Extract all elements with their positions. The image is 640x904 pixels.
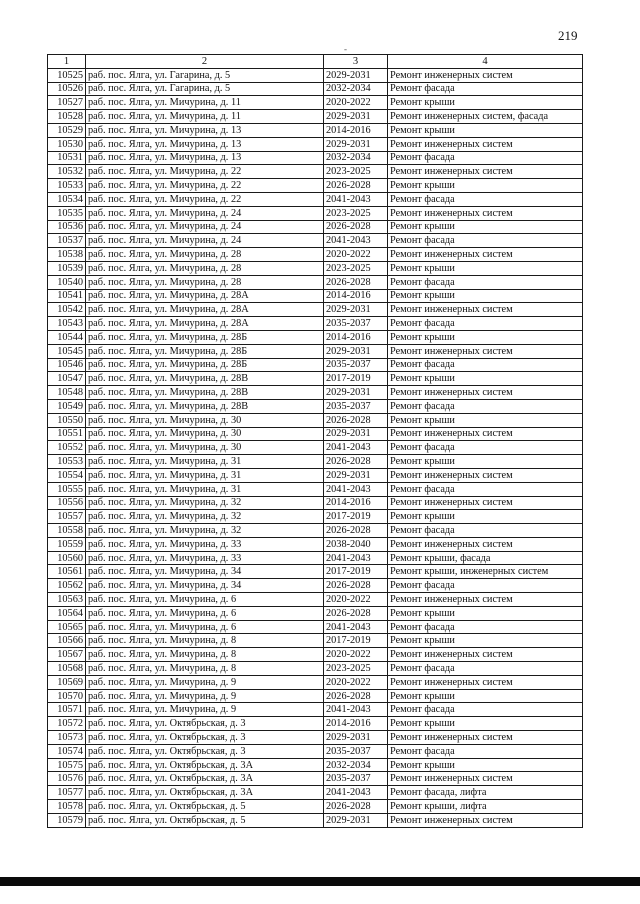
address-cell: раб. пос. Ялга, ул. Мичурина, д. 24: [86, 220, 324, 234]
address-cell: раб. пос. Ялга, ул. Мичурина, д. 31: [86, 482, 324, 496]
work-type-cell: Ремонт фасада: [388, 441, 583, 455]
table-row: [48, 634, 583, 648]
address-cell: раб. пос. Ялга, ул. Мичурина, д. 8: [86, 648, 324, 662]
period-cell: 2035-2037: [324, 744, 388, 758]
period-cell: 2026-2028: [324, 689, 388, 703]
period-cell: 2035-2037: [324, 317, 388, 331]
period-cell: 2014-2016: [324, 330, 388, 344]
row-number-cell: 10567: [48, 648, 86, 662]
row-number-cell: 10568: [48, 662, 86, 676]
work-type-cell: Ремонт фасада, лифта: [388, 786, 583, 800]
row-number-cell: 10575: [48, 758, 86, 772]
work-type-cell: Ремонт инженерных систем: [388, 813, 583, 827]
address-cell: раб. пос. Ялга, ул. Мичурина, д. 6: [86, 620, 324, 634]
table-row: [48, 606, 583, 620]
row-number-cell: 10561: [48, 565, 86, 579]
row-number-cell: 10552: [48, 441, 86, 455]
address-cell: раб. пос. Ялга, ул. Мичурина, д. 32: [86, 510, 324, 524]
table-row: [48, 620, 583, 634]
table-row: [48, 689, 583, 703]
table-row: [48, 399, 583, 413]
work-type-cell: Ремонт фасада: [388, 399, 583, 413]
row-number-cell: 10550: [48, 413, 86, 427]
table-row: [48, 675, 583, 689]
row-number-cell: 10564: [48, 606, 86, 620]
table-body: [48, 68, 583, 827]
work-type-cell: Ремонт инженерных систем: [388, 537, 583, 551]
period-cell: 2041-2043: [324, 441, 388, 455]
work-type-cell: Ремонт фасада: [388, 620, 583, 634]
work-type-cell: Ремонт фасада: [388, 579, 583, 593]
address-cell: раб. пос. Ялга, ул. Мичурина, д. 33: [86, 537, 324, 551]
table-row: [48, 524, 583, 538]
repair-schedule-table: [47, 54, 583, 828]
period-cell: 2029-2031: [324, 427, 388, 441]
table-row: [48, 179, 583, 193]
table-row: [48, 593, 583, 607]
period-cell: 2020-2022: [324, 648, 388, 662]
period-cell: 2035-2037: [324, 772, 388, 786]
table-row: [48, 137, 583, 151]
address-cell: раб. пос. Ялга, ул. Октябрьская, д. 3: [86, 744, 324, 758]
header-col-1: 1: [48, 55, 86, 69]
row-number-cell: 10546: [48, 358, 86, 372]
work-type-cell: Ремонт инженерных систем, фасада: [388, 110, 583, 124]
row-number-cell: 10557: [48, 510, 86, 524]
period-cell: 2023-2025: [324, 206, 388, 220]
period-cell: 2041-2043: [324, 703, 388, 717]
table-row: [48, 648, 583, 662]
address-cell: раб. пос. Ялга, ул. Мичурина, д. 28В: [86, 372, 324, 386]
period-cell: 2041-2043: [324, 786, 388, 800]
table-row: [48, 234, 583, 248]
row-number-cell: 10578: [48, 800, 86, 814]
work-type-cell: Ремонт инженерных систем: [388, 593, 583, 607]
table-row: [48, 192, 583, 206]
period-cell: 2026-2028: [324, 579, 388, 593]
work-type-cell: Ремонт инженерных систем: [388, 731, 583, 745]
address-cell: раб. пос. Ялга, ул. Мичурина, д. 28Б: [86, 358, 324, 372]
table-row: [48, 344, 583, 358]
period-cell: 2017-2019: [324, 372, 388, 386]
row-number-cell: 10530: [48, 137, 86, 151]
row-number-cell: 10553: [48, 455, 86, 469]
table-row: [48, 68, 583, 82]
address-cell: раб. пос. Ялга, ул. Мичурина, д. 8: [86, 634, 324, 648]
address-cell: раб. пос. Ялга, ул. Мичурина, д. 28А: [86, 303, 324, 317]
work-type-cell: Ремонт фасада: [388, 524, 583, 538]
period-cell: 2029-2031: [324, 110, 388, 124]
row-number-cell: 10554: [48, 468, 86, 482]
address-cell: раб. пос. Ялга, ул. Мичурина, д. 6: [86, 593, 324, 607]
row-number-cell: 10548: [48, 386, 86, 400]
row-number-cell: 10527: [48, 96, 86, 110]
address-cell: раб. пос. Ялга, ул. Мичурина, д. 28: [86, 261, 324, 275]
address-cell: раб. пос. Ялга, ул. Мичурина, д. 8: [86, 662, 324, 676]
address-cell: раб. пос. Ялга, ул. Мичурина, д. 28А: [86, 289, 324, 303]
header-col-4: 4: [388, 55, 583, 69]
work-type-cell: Ремонт крыши: [388, 510, 583, 524]
header-col-3: 3: [324, 55, 388, 69]
address-cell: раб. пос. Ялга, ул. Мичурина, д. 32: [86, 496, 324, 510]
table-row: [48, 303, 583, 317]
period-cell: 2041-2043: [324, 234, 388, 248]
row-number-cell: 10540: [48, 275, 86, 289]
row-number-cell: 10573: [48, 731, 86, 745]
address-cell: раб. пос. Ялга, ул. Мичурина, д. 11: [86, 110, 324, 124]
period-cell: 2014-2016: [324, 496, 388, 510]
period-cell: 2020-2022: [324, 593, 388, 607]
work-type-cell: Ремонт инженерных систем: [388, 206, 583, 220]
period-cell: 2029-2031: [324, 137, 388, 151]
work-type-cell: Ремонт инженерных систем: [388, 248, 583, 262]
work-type-cell: Ремонт фасада: [388, 358, 583, 372]
address-cell: раб. пос. Ялга, ул. Мичурина, д. 22: [86, 192, 324, 206]
table-row: [48, 123, 583, 137]
period-cell: 2023-2025: [324, 165, 388, 179]
row-number-cell: 10563: [48, 593, 86, 607]
table-row: [48, 110, 583, 124]
address-cell: раб. пос. Ялга, ул. Мичурина, д. 30: [86, 427, 324, 441]
scan-bottom-edge: [0, 877, 640, 886]
work-type-cell: Ремонт крыши, инженерных систем: [388, 565, 583, 579]
work-type-cell: Ремонт крыши, фасада: [388, 551, 583, 565]
period-cell: 2026-2028: [324, 606, 388, 620]
period-cell: 2029-2031: [324, 68, 388, 82]
row-number-cell: 10532: [48, 165, 86, 179]
row-number-cell: 10547: [48, 372, 86, 386]
address-cell: раб. пос. Ялга, ул. Октябрьская, д. 3А: [86, 772, 324, 786]
row-number-cell: 10551: [48, 427, 86, 441]
table-row: [48, 96, 583, 110]
row-number-cell: 10577: [48, 786, 86, 800]
period-cell: 2041-2043: [324, 482, 388, 496]
work-type-cell: Ремонт крыши: [388, 455, 583, 469]
period-cell: 2017-2019: [324, 510, 388, 524]
table-row: [48, 758, 583, 772]
address-cell: раб. пос. Ялга, ул. Мичурина, д. 31: [86, 468, 324, 482]
work-type-cell: Ремонт инженерных систем: [388, 496, 583, 510]
address-cell: раб. пос. Ялга, ул. Октябрьская, д. 3: [86, 717, 324, 731]
work-type-cell: Ремонт крыши: [388, 413, 583, 427]
period-cell: 2029-2031: [324, 468, 388, 482]
table-row: [48, 496, 583, 510]
period-cell: 2041-2043: [324, 192, 388, 206]
address-cell: раб. пос. Ялга, ул. Мичурина, д. 13: [86, 137, 324, 151]
work-type-cell: Ремонт крыши: [388, 289, 583, 303]
period-cell: 2026-2028: [324, 413, 388, 427]
row-number-cell: 10555: [48, 482, 86, 496]
table-row: [48, 510, 583, 524]
row-number-cell: 10569: [48, 675, 86, 689]
header-col-2: 2: [86, 55, 324, 69]
address-cell: раб. пос. Ялга, ул. Мичурина, д. 9: [86, 675, 324, 689]
period-cell: 2026-2028: [324, 220, 388, 234]
table-row: [48, 248, 583, 262]
address-cell: раб. пос. Ялга, ул. Мичурина, д. 11: [86, 96, 324, 110]
address-cell: раб. пос. Ялга, ул. Мичурина, д. 24: [86, 206, 324, 220]
table-row: [48, 717, 583, 731]
address-cell: раб. пос. Ялга, ул. Мичурина, д. 28А: [86, 317, 324, 331]
work-type-cell: Ремонт крыши: [388, 372, 583, 386]
work-type-cell: Ремонт фасада: [388, 151, 583, 165]
period-cell: 2020-2022: [324, 96, 388, 110]
row-number-cell: 10558: [48, 524, 86, 538]
row-number-cell: 10574: [48, 744, 86, 758]
row-number-cell: 10549: [48, 399, 86, 413]
row-number-cell: 10576: [48, 772, 86, 786]
period-cell: 2029-2031: [324, 386, 388, 400]
table-row: [48, 455, 583, 469]
period-cell: 2026-2028: [324, 524, 388, 538]
row-number-cell: 10528: [48, 110, 86, 124]
table-row: [48, 565, 583, 579]
address-cell: раб. пос. Ялга, ул. Мичурина, д. 28В: [86, 399, 324, 413]
work-type-cell: Ремонт фасада: [388, 82, 583, 96]
row-number-cell: 10539: [48, 261, 86, 275]
work-type-cell: Ремонт крыши: [388, 123, 583, 137]
table-row: [48, 372, 583, 386]
row-number-cell: 10559: [48, 537, 86, 551]
address-cell: раб. пос. Ялга, ул. Мичурина, д. 30: [86, 441, 324, 455]
row-number-cell: 10526: [48, 82, 86, 96]
row-number-cell: 10570: [48, 689, 86, 703]
address-cell: раб. пос. Ялга, ул. Мичурина, д. 22: [86, 179, 324, 193]
table-row: [48, 427, 583, 441]
work-type-cell: Ремонт крыши: [388, 220, 583, 234]
address-cell: раб. пос. Ялга, ул. Мичурина, д. 28: [86, 275, 324, 289]
table-row: [48, 330, 583, 344]
work-type-cell: Ремонт фасада: [388, 317, 583, 331]
period-cell: 2035-2037: [324, 358, 388, 372]
work-type-cell: Ремонт инженерных систем: [388, 386, 583, 400]
period-cell: 2029-2031: [324, 731, 388, 745]
address-cell: раб. пос. Ялга, ул. Октябрьская, д. 3А: [86, 786, 324, 800]
work-type-cell: Ремонт фасада: [388, 482, 583, 496]
table-row: [48, 482, 583, 496]
row-number-cell: 10562: [48, 579, 86, 593]
work-type-cell: Ремонт фасада: [388, 275, 583, 289]
row-number-cell: 10538: [48, 248, 86, 262]
address-cell: раб. пос. Ялга, ул. Мичурина, д. 6: [86, 606, 324, 620]
table-row: [48, 165, 583, 179]
row-number-cell: 10566: [48, 634, 86, 648]
row-number-cell: 10565: [48, 620, 86, 634]
table-row: [48, 579, 583, 593]
work-type-cell: Ремонт инженерных систем: [388, 772, 583, 786]
table-row: [48, 206, 583, 220]
table-row: [48, 731, 583, 745]
period-cell: 2026-2028: [324, 275, 388, 289]
address-cell: раб. пос. Ялга, ул. Октябрьская, д. 5: [86, 813, 324, 827]
address-cell: раб. пос. Ялга, ул. Мичурина, д. 28В: [86, 386, 324, 400]
table-row: [48, 800, 583, 814]
period-cell: 2029-2031: [324, 303, 388, 317]
address-cell: раб. пос. Ялга, ул. Мичурина, д. 34: [86, 565, 324, 579]
work-type-cell: Ремонт фасада: [388, 703, 583, 717]
address-cell: раб. пос. Ялга, ул. Октябрьская, д. 3А: [86, 758, 324, 772]
table-row: [48, 289, 583, 303]
scan-mark: -: [344, 44, 347, 54]
work-type-cell: Ремонт крыши: [388, 689, 583, 703]
work-type-cell: Ремонт инженерных систем: [388, 303, 583, 317]
table-row: [48, 537, 583, 551]
period-cell: 2020-2022: [324, 675, 388, 689]
period-cell: 2029-2031: [324, 813, 388, 827]
work-type-cell: Ремонт фасада: [388, 744, 583, 758]
table-row: [48, 662, 583, 676]
work-type-cell: Ремонт крыши: [388, 717, 583, 731]
row-number-cell: 10537: [48, 234, 86, 248]
table-row: [48, 151, 583, 165]
table-row: [48, 317, 583, 331]
table-row: [48, 386, 583, 400]
work-type-cell: Ремонт инженерных систем: [388, 427, 583, 441]
work-type-cell: Ремонт крыши: [388, 96, 583, 110]
period-cell: 2029-2031: [324, 344, 388, 358]
period-cell: 2026-2028: [324, 179, 388, 193]
address-cell: раб. пос. Ялга, ул. Мичурина, д. 9: [86, 703, 324, 717]
period-cell: 2020-2022: [324, 248, 388, 262]
table-row: [48, 220, 583, 234]
table-row: [48, 813, 583, 827]
period-cell: 2014-2016: [324, 123, 388, 137]
row-number-cell: 10535: [48, 206, 86, 220]
period-cell: 2026-2028: [324, 455, 388, 469]
work-type-cell: Ремонт инженерных систем: [388, 344, 583, 358]
address-cell: раб. пос. Ялга, ул. Октябрьская, д. 5: [86, 800, 324, 814]
work-type-cell: Ремонт крыши: [388, 261, 583, 275]
address-cell: раб. пос. Ялга, ул. Мичурина, д. 31: [86, 455, 324, 469]
period-cell: 2023-2025: [324, 662, 388, 676]
work-type-cell: Ремонт инженерных систем: [388, 165, 583, 179]
row-number-cell: 10541: [48, 289, 86, 303]
row-number-cell: 10542: [48, 303, 86, 317]
table-row: [48, 261, 583, 275]
table-row: [48, 786, 583, 800]
work-type-cell: Ремонт крыши: [388, 758, 583, 772]
work-type-cell: Ремонт инженерных систем: [388, 137, 583, 151]
row-number-cell: 10529: [48, 123, 86, 137]
address-cell: раб. пос. Ялга, ул. Гагарина, д. 5: [86, 82, 324, 96]
address-cell: раб. пос. Ялга, ул. Мичурина, д. 28: [86, 248, 324, 262]
row-number-cell: 10533: [48, 179, 86, 193]
table-row: [48, 82, 583, 96]
row-number-cell: 10571: [48, 703, 86, 717]
period-cell: 2017-2019: [324, 634, 388, 648]
address-cell: раб. пос. Ялга, ул. Мичурина, д. 13: [86, 123, 324, 137]
table-row: [48, 468, 583, 482]
row-number-cell: 10572: [48, 717, 86, 731]
row-number-cell: 10534: [48, 192, 86, 206]
address-cell: раб. пос. Ялга, ул. Гагарина, д. 5: [86, 68, 324, 82]
row-number-cell: 10543: [48, 317, 86, 331]
address-cell: раб. пос. Ялга, ул. Мичурина, д. 33: [86, 551, 324, 565]
row-number-cell: 10544: [48, 330, 86, 344]
row-number-cell: 10560: [48, 551, 86, 565]
address-cell: раб. пос. Ялга, ул. Мичурина, д. 28Б: [86, 330, 324, 344]
period-cell: 2041-2043: [324, 620, 388, 634]
period-cell: 2041-2043: [324, 551, 388, 565]
address-cell: раб. пос. Ялга, ул. Октябрьская, д. 3: [86, 731, 324, 745]
page-number: 219: [558, 28, 578, 43]
work-type-cell: Ремонт инженерных систем: [388, 675, 583, 689]
header-row: [48, 55, 583, 69]
work-type-cell: Ремонт фасада: [388, 234, 583, 248]
row-number-cell: 10579: [48, 813, 86, 827]
table-row: [48, 744, 583, 758]
address-cell: раб. пос. Ялга, ул. Мичурина, д. 34: [86, 579, 324, 593]
period-cell: 2038-2040: [324, 537, 388, 551]
work-type-cell: Ремонт крыши, лифта: [388, 800, 583, 814]
period-cell: 2035-2037: [324, 399, 388, 413]
table-row: [48, 772, 583, 786]
work-type-cell: Ремонт фасада: [388, 662, 583, 676]
work-type-cell: Ремонт крыши: [388, 634, 583, 648]
period-cell: 2032-2034: [324, 758, 388, 772]
address-cell: раб. пос. Ялга, ул. Мичурина, д. 13: [86, 151, 324, 165]
row-number-cell: 10556: [48, 496, 86, 510]
table-row: [48, 441, 583, 455]
address-cell: раб. пос. Ялга, ул. Мичурина, д. 9: [86, 689, 324, 703]
table-row: [48, 275, 583, 289]
work-type-cell: Ремонт крыши: [388, 606, 583, 620]
row-number-cell: 10531: [48, 151, 86, 165]
row-number-cell: 10536: [48, 220, 86, 234]
table-row: [48, 703, 583, 717]
table-row: [48, 413, 583, 427]
work-type-cell: Ремонт инженерных систем: [388, 468, 583, 482]
address-cell: раб. пос. Ялга, ул. Мичурина, д. 24: [86, 234, 324, 248]
work-type-cell: Ремонт фасада: [388, 192, 583, 206]
row-number-cell: 10545: [48, 344, 86, 358]
address-cell: раб. пос. Ялга, ул. Мичурина, д. 22: [86, 165, 324, 179]
period-cell: 2014-2016: [324, 289, 388, 303]
work-type-cell: Ремонт крыши: [388, 330, 583, 344]
address-cell: раб. пос. Ялга, ул. Мичурина, д. 28Б: [86, 344, 324, 358]
work-type-cell: Ремонт инженерных систем: [388, 648, 583, 662]
work-type-cell: Ремонт инженерных систем: [388, 68, 583, 82]
period-cell: 2032-2034: [324, 82, 388, 96]
table-row: [48, 358, 583, 372]
row-number-cell: 10525: [48, 68, 86, 82]
period-cell: 2014-2016: [324, 717, 388, 731]
period-cell: 2032-2034: [324, 151, 388, 165]
address-cell: раб. пос. Ялга, ул. Мичурина, д. 30: [86, 413, 324, 427]
period-cell: 2023-2025: [324, 261, 388, 275]
table-row: [48, 551, 583, 565]
work-type-cell: Ремонт крыши: [388, 179, 583, 193]
period-cell: 2017-2019: [324, 565, 388, 579]
period-cell: 2026-2028: [324, 800, 388, 814]
address-cell: раб. пос. Ялга, ул. Мичурина, д. 32: [86, 524, 324, 538]
